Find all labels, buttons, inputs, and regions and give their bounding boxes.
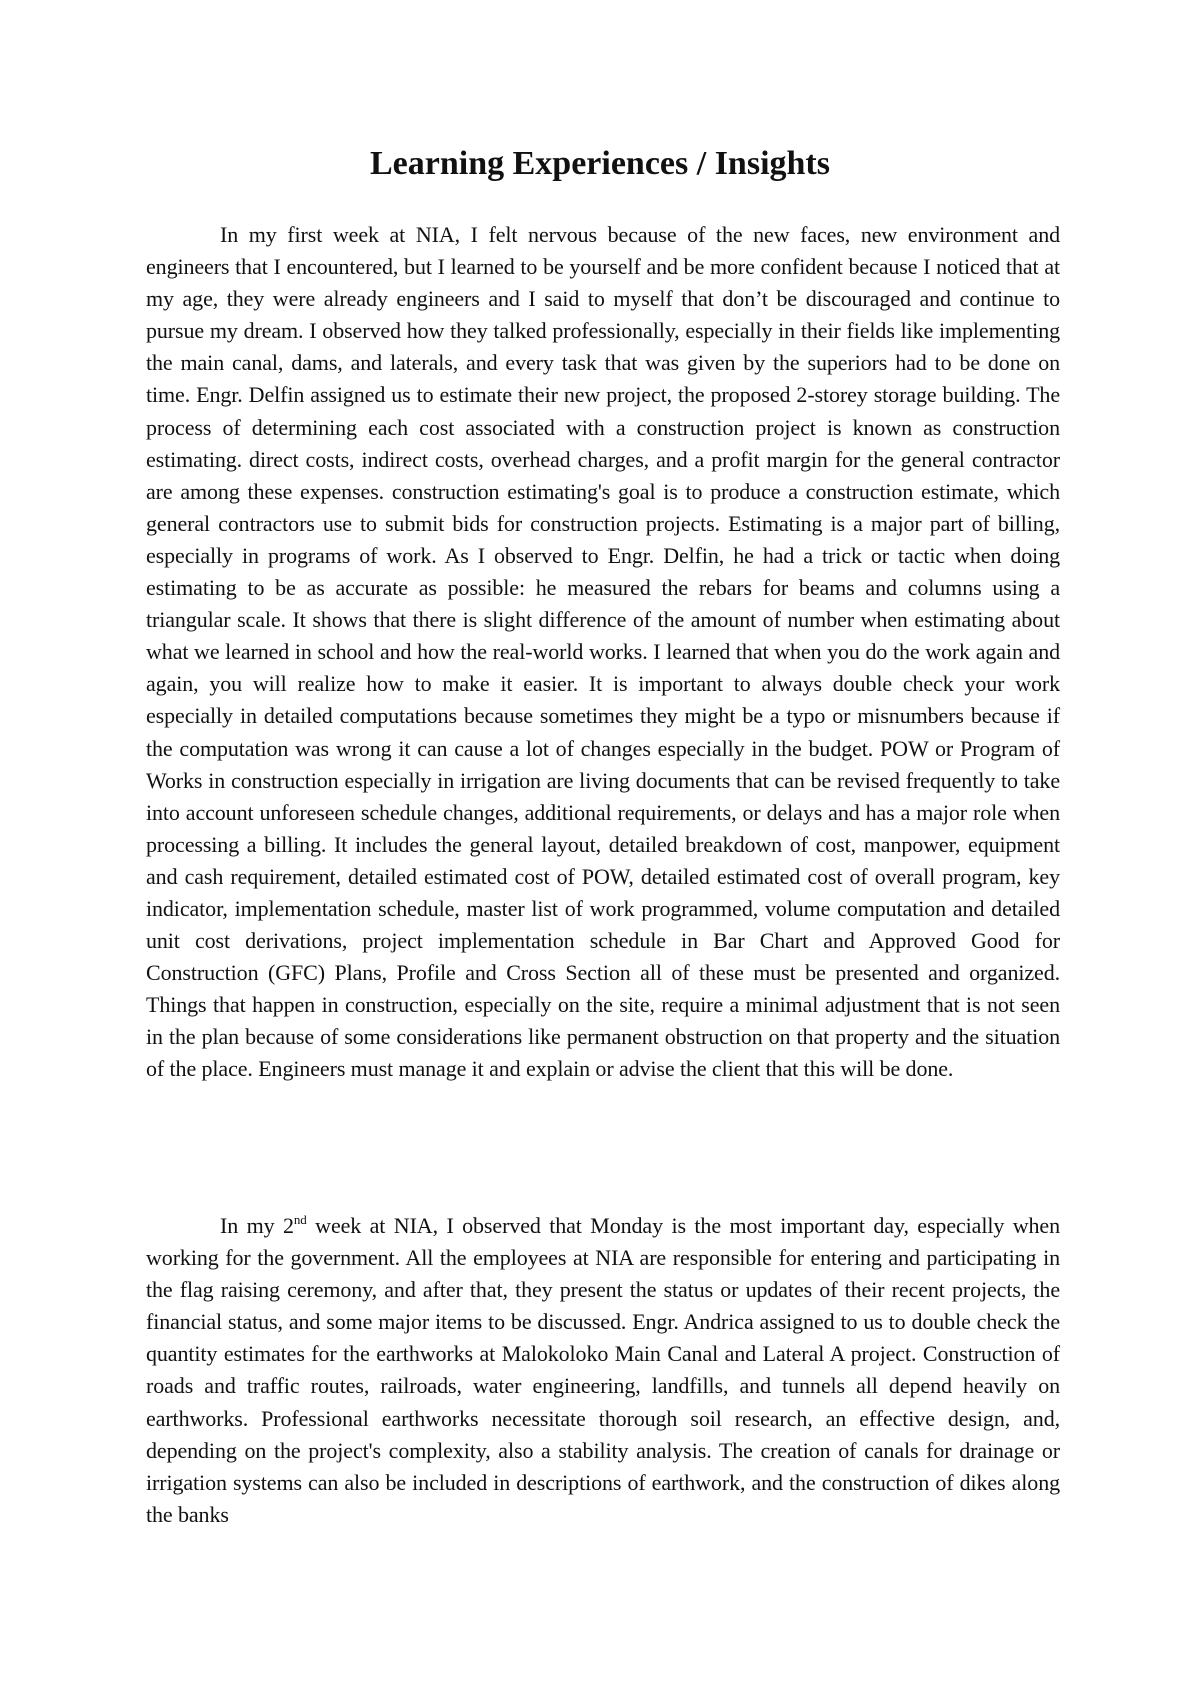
paragraph-second-week-body: week at NIA, I observed that Monday is the most important day, especially when working for the government. All the employees at NIA are responsible for entering and participating in the flag raising ceremony, and after that, they present the status or updates of their recent projects, the financial status, and some major items to be discussed. Engr. Andrica assigned to us to double check the quantity estimates for the earthworks at Malokoloko Main Canal and Lateral A project. Construction of roads and traffic routes, railroads, water engineering, landfills, and tunnels all depend heavily on earthworks. Professional earthworks necessitate thorough soil research, an effective design, and, depending on the project's complexity, also a stability analysis. The creation of canals for drainage or irrigation systems can also be included in descriptions of earthwork, and the construction of dikes along the banks (146, 1213, 1060, 1527)
paragraph-first-week: In my first week at NIA, I felt nervous because of the new faces, new environment and engineers that I encountered, but I learned to be yourself and be more confident because I noticed that at my age, they were already engineers and I said to myself that don’t be discouraged and continue to pursue my dream. I observed how they talked professionally, especially in their fields like implementing the main canal, dams, and laterals, and every task that was given by the superiors had to be done on time. Engr. Delfin assigned us to estimate their new project, the proposed 2-storey storage building. The process of determining each cost associated with a construction project is known as construction estimating. direct costs, indirect costs, overhead charges, and a profit margin for the general contractor are among these expenses. construction estimating's goal is to produce a construction estimate, which general contractors use to submit bids for construction projects. Estimating is a major part of billing, especially in programs of work. As I observed to Engr. Delfin, he had a trick or tactic when doing estimating to be as accurate as possible: he measured the rebars for beams and columns using a triangular scale. It shows that there is slight difference of the amount of number when estimating about what we learned in school and how the real-world works. I learned that when you do the work again and again, you will realize how to make it easier. It is important to always double check your work especially in detailed computations because sometimes they might be a typo or misnumbers because if the computation was wrong it can cause a lot of changes especially in the budget. POW or Program of Works in construction especially in irrigation are living documents that can be revised frequently to take into account unforeseen schedule changes, additional requirements, or delays and has a major role when processing a billing. It includes the general layout, detailed breakdown of cost, manpower, equipment and cash requirement, detailed estimated cost of POW, detailed estimated cost of overall program, key indicator, implementation schedule, master list of work programmed, volume computation and detailed unit cost derivations, project implementation schedule in Bar Chart and Approved Good for Construction (GFC) Plans, Profile and Cross Section all of these must be presented and organized. Things that happen in construction, especially on the site, require a minimal adjustment that is not seen in the plan because of some considerations like permanent obstruction on that property and the situation of the place. Engineers must manage it and explain or advise the client that this will be done. (146, 222, 1060, 1082)
ordinal-superscript: nd (293, 1211, 307, 1227)
paragraph-second-week (146, 1210, 1060, 1531)
paragraph-second-week-intro: In my 2 (220, 1213, 294, 1238)
page-title: Learning Experiences / Insights (370, 145, 830, 182)
